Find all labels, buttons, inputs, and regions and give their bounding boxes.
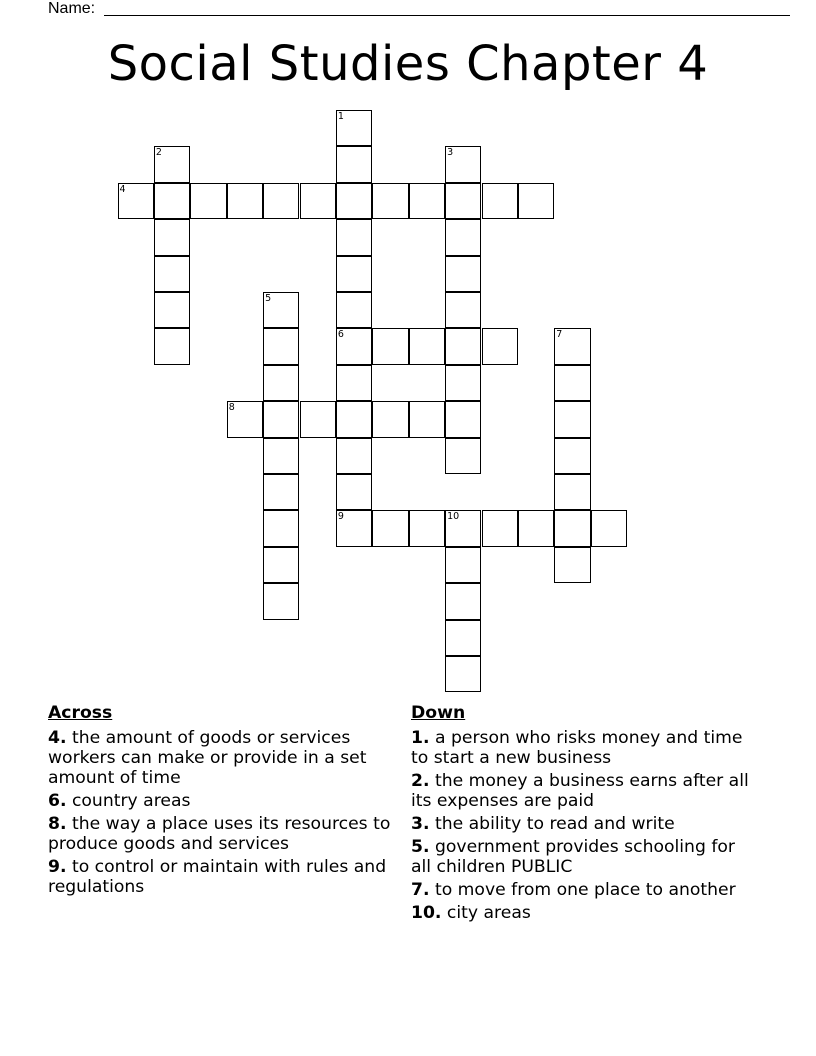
clue-text: to move from one place to another	[434, 880, 736, 900]
grid-cell[interactable]	[445, 292, 481, 328]
grid-cell[interactable]	[263, 583, 299, 619]
grid-cell[interactable]	[445, 219, 481, 255]
down-heading: Down	[411, 703, 466, 723]
clue-text: the ability to read and write	[434, 814, 675, 834]
grid-cell[interactable]	[591, 510, 627, 546]
grid-cell[interactable]	[154, 219, 190, 255]
clue-down-7	[411, 880, 756, 900]
grid-cell[interactable]	[445, 256, 481, 292]
grid-cell[interactable]	[554, 328, 590, 364]
clue-number: 6.	[48, 791, 67, 811]
cell-number: 2	[155, 147, 162, 159]
grid-cell[interactable]	[336, 219, 372, 255]
grid-cell[interactable]	[482, 328, 518, 364]
grid-cell[interactable]	[445, 438, 481, 474]
clue-across-4	[48, 728, 398, 788]
clue-across-8	[48, 814, 398, 854]
grid-cell[interactable]	[336, 510, 372, 546]
cell-number: 7	[556, 329, 563, 341]
grid-cell[interactable]	[300, 401, 336, 437]
grid-cell[interactable]	[445, 620, 481, 656]
grid-cell[interactable]	[263, 328, 299, 364]
grid-cell[interactable]	[445, 146, 481, 182]
clue-text: government provides schooling for all children PUBLIC	[411, 837, 735, 877]
grid-cell[interactable]	[336, 292, 372, 328]
grid-cell[interactable]	[409, 183, 445, 219]
grid-cell[interactable]	[445, 583, 481, 619]
clue-number: 9.	[48, 857, 67, 877]
cell-number: 9	[337, 511, 344, 523]
grid-cell[interactable]	[227, 183, 263, 219]
clue-number: 5.	[411, 837, 430, 857]
grid-cell[interactable]	[445, 328, 481, 364]
cell-number: 1	[337, 111, 344, 122]
clue-text: the amount of goods or services workers can make or provide in a set amount of time	[48, 728, 367, 788]
grid-cell[interactable]	[445, 547, 481, 583]
clue-number: 8.	[48, 814, 67, 834]
grid-cell[interactable]	[482, 183, 518, 219]
clue-text: city areas	[446, 903, 531, 923]
grid-cell[interactable]	[190, 183, 226, 219]
down-clues	[411, 703, 756, 926]
grid-cell[interactable]	[118, 183, 154, 219]
clue-number: 1.	[411, 728, 430, 748]
grid-cell[interactable]	[336, 474, 372, 510]
grid-cell[interactable]	[154, 292, 190, 328]
grid-cell[interactable]	[554, 401, 590, 437]
grid-cell[interactable]	[336, 328, 372, 364]
grid-cell[interactable]	[154, 256, 190, 292]
grid-cell[interactable]	[554, 438, 590, 474]
grid-cell[interactable]	[300, 183, 336, 219]
cell-number: 5	[265, 293, 272, 304]
cell-number: 10	[447, 511, 460, 523]
clue-down-5	[411, 837, 756, 877]
grid-cell[interactable]	[263, 401, 299, 437]
clue-across-6	[48, 791, 398, 811]
clue-number: 4.	[48, 728, 67, 748]
grid-cell[interactable]	[445, 183, 481, 219]
grid-cell[interactable]	[263, 438, 299, 474]
clue-text: the way a place uses its resources to produce goods and services	[48, 814, 391, 854]
grid-cell[interactable]	[263, 183, 299, 219]
cell-number: 8	[228, 402, 235, 414]
grid-cell[interactable]	[263, 365, 299, 401]
grid-cell[interactable]	[482, 510, 518, 546]
grid-cell[interactable]	[336, 365, 372, 401]
grid-cell[interactable]	[445, 401, 481, 437]
grid-cell[interactable]	[336, 438, 372, 474]
grid-cell[interactable]	[263, 474, 299, 510]
grid-cell[interactable]	[409, 401, 445, 437]
page-title: Social Studies Chapter 4	[107, 36, 709, 92]
grid-cell[interactable]	[336, 256, 372, 292]
grid-cell[interactable]	[518, 510, 554, 546]
clue-number: 10.	[411, 903, 442, 923]
clue-text: a person who risks money and time to start a new business	[411, 728, 743, 768]
grid-cell[interactable]	[227, 401, 263, 437]
grid-cell[interactable]	[336, 110, 372, 146]
grid-cell[interactable]	[372, 510, 408, 546]
clue-number: 3.	[411, 814, 430, 834]
grid-cell[interactable]	[336, 183, 372, 219]
grid-cell[interactable]	[154, 146, 190, 182]
grid-cell[interactable]	[263, 547, 299, 583]
clue-down-10	[411, 903, 756, 923]
grid-cell[interactable]	[263, 510, 299, 546]
clue-across-9	[48, 857, 398, 897]
clue-down-2	[411, 771, 756, 811]
grid-cell[interactable]	[554, 510, 590, 546]
clue-number: 2.	[411, 771, 430, 791]
grid-cell[interactable]	[336, 146, 372, 182]
grid-cell[interactable]	[409, 328, 445, 364]
clue-text: the money a business earns after all its expenses are paid	[411, 771, 749, 811]
grid-cell[interactable]	[336, 401, 372, 437]
clue-text: country areas	[71, 791, 191, 811]
grid-cell[interactable]	[445, 365, 481, 401]
grid-cell[interactable]	[445, 510, 481, 546]
grid-cell[interactable]	[409, 510, 445, 546]
cell-number: 3	[447, 147, 454, 159]
clue-down-1	[411, 728, 756, 768]
grid-cell[interactable]	[372, 401, 408, 437]
grid-cell[interactable]	[263, 292, 299, 328]
grid-cell[interactable]	[372, 328, 408, 364]
grid-cell[interactable]	[554, 547, 590, 583]
name-label: Name:	[48, 0, 96, 17]
grid-cell[interactable]	[372, 183, 408, 219]
grid-cell[interactable]	[154, 328, 190, 364]
cell-number: 6	[337, 329, 344, 341]
clue-text: to control or maintain with rules and regulations	[48, 857, 387, 897]
grid-cell[interactable]	[154, 183, 190, 219]
grid-cell[interactable]	[445, 656, 481, 692]
across-clues	[48, 703, 398, 900]
clue-number: 7.	[411, 880, 430, 900]
grid-cell[interactable]	[518, 183, 554, 219]
grid-cell[interactable]	[554, 474, 590, 510]
grid-cell[interactable]	[554, 365, 590, 401]
across-heading: Across	[48, 703, 113, 723]
clue-down-3	[411, 814, 756, 834]
cell-number: 4	[119, 183, 126, 195]
